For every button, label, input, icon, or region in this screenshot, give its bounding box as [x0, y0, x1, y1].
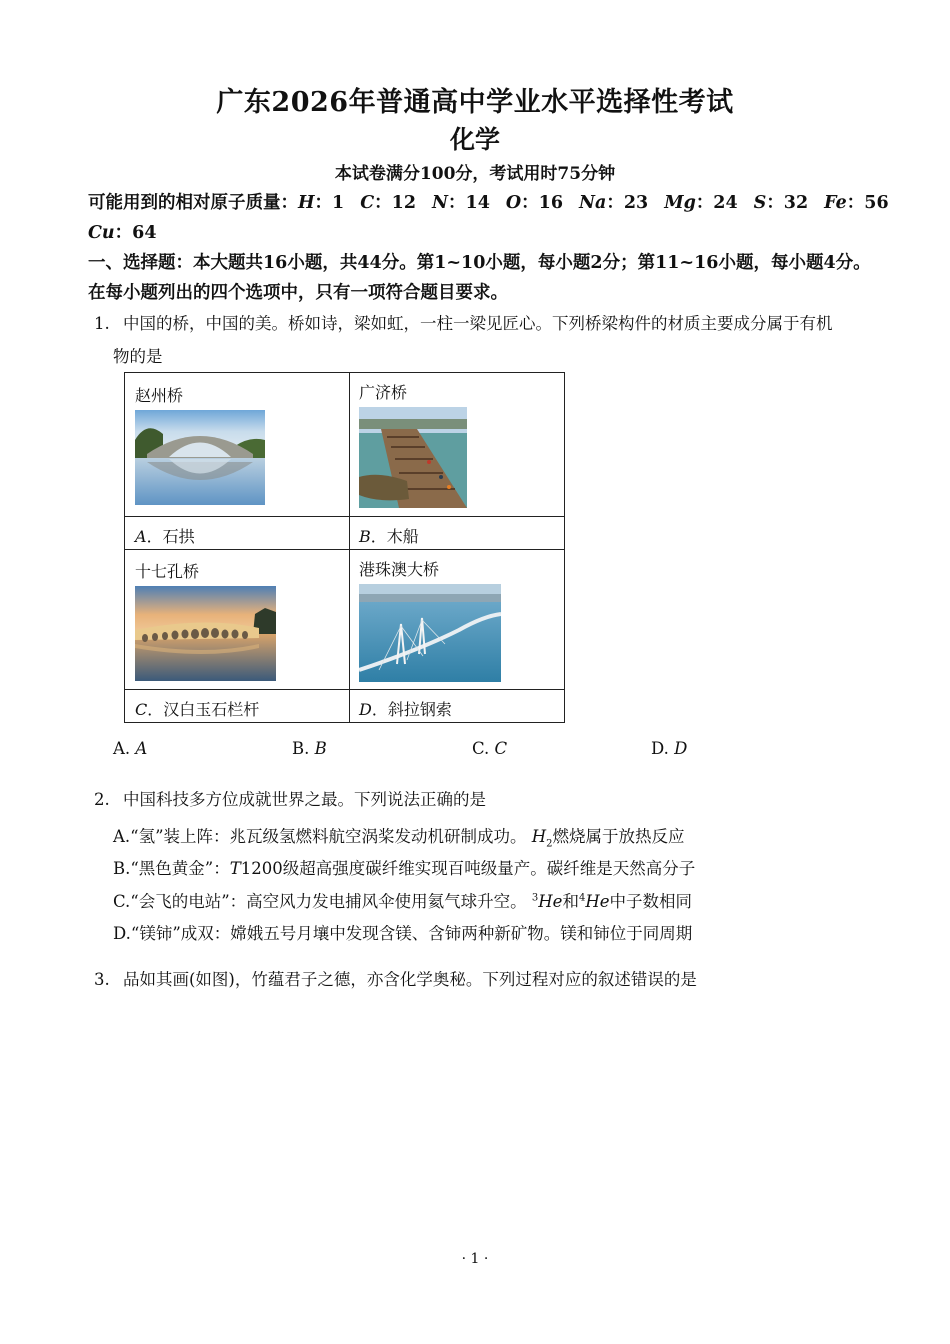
- atomic-mass-n: N：14: [432, 193, 490, 213]
- atomic-mass-line-2: [88, 219, 173, 244]
- bridge-table: [124, 372, 565, 723]
- atomic-mass-na: Na：23: [579, 193, 649, 213]
- table-divider: [125, 516, 564, 517]
- option-label-b: B．木船: [359, 527, 419, 546]
- q3-stem-text: 品如其画(如图)，竹蕴君子之德，亦含化学奥秘。下列过程对应的叙述错误的是: [123, 970, 697, 989]
- table-divider: [125, 549, 564, 550]
- atomic-mass-s: S：32: [753, 193, 809, 213]
- hzmb-bridge-photo: [359, 584, 501, 682]
- q1-stem-line1: [94, 310, 833, 334]
- bridge-name-seventeen-arch: 十七孔桥: [135, 562, 200, 581]
- section-heading-line2: 在每小题列出的四个选项中，只有一项符合题目要求。: [88, 283, 508, 303]
- q1-number: 1.: [94, 314, 110, 333]
- option-label-a: A．石拱: [135, 527, 195, 546]
- q1-stem-text: 中国的桥，中国的美。桥如诗，梁如虹，一柱一梁见匠心。下列桥梁构件的材质主要成分属于有机: [123, 314, 833, 333]
- q2-option-b[interactable]: B.“黑色黄金”：T1200级超高强度碳纤维实现百吨级量产。碳纤维是天然高分子: [113, 859, 696, 878]
- atomic-mass-c: C：12: [360, 193, 417, 213]
- q2-number: 2.: [94, 790, 110, 809]
- exam-title: 广东2026年普通高中学业水平选择性考试: [216, 87, 734, 118]
- exam-instructions: 本试卷满分100分，考试用时75分钟: [334, 164, 616, 184]
- q1-choice-c[interactable]: C. C: [472, 739, 508, 758]
- guangji-bridge-photo: [359, 407, 467, 508]
- page-number: · 1 ·: [461, 1251, 489, 1267]
- zhaozhou-bridge-photo: [135, 410, 265, 505]
- q3-stem: [94, 966, 697, 990]
- q2-option-d[interactable]: D.“镁铈”成双：嫦娥五号月壤中发现含镁、含铈两种新矿物。镁和铈位于同周期: [113, 924, 693, 943]
- atomic-mass-fe: Fe：56: [824, 193, 889, 213]
- table-divider-vertical: [349, 373, 350, 722]
- q2-stem: [94, 786, 486, 810]
- bridge-name-guangji: 广济桥: [359, 383, 408, 402]
- q3-number: 3.: [94, 970, 110, 989]
- q2-stem-text: 中国科技多方位成就世界之最。下列说法正确的是: [123, 790, 486, 809]
- atomic-mass-mg: Mg：24: [664, 193, 738, 213]
- table-divider: [125, 689, 564, 690]
- atomic-mass-cu: Cu：64: [88, 223, 157, 243]
- q1-choice-b[interactable]: B. B: [292, 739, 327, 758]
- atomic-mass-label: 可能用到的相对原子质量：: [88, 193, 298, 213]
- bridge-name-zhaozhou: 赵州桥: [135, 386, 184, 405]
- atomic-mass-o: O：16: [505, 193, 563, 213]
- q1-choice-a[interactable]: A. A: [113, 739, 148, 758]
- option-label-c: C．汉白玉石栏杆: [135, 700, 260, 719]
- atomic-mass-h: H：1: [298, 193, 345, 213]
- seventeen-arch-bridge-photo: [135, 586, 276, 681]
- q2-option-a[interactable]: A.“氢”装上阵：兆瓦级氢燃料航空涡桨发动机研制成功。 $H_2$燃烧属于放热反应: [113, 827, 685, 850]
- atomic-mass-list: [298, 193, 905, 213]
- subject-title: 化学: [449, 125, 500, 154]
- option-label-d: D．斜拉钢索: [359, 700, 452, 719]
- q1-stem-line2: 物的是: [113, 347, 163, 366]
- bridge-name-hzmb: 港珠澳大桥: [359, 560, 440, 579]
- atomic-mass-line: [88, 189, 905, 214]
- q2-option-c[interactable]: C.“会飞的电站”：高空风力发电捕风伞使用氦气球升空。 $^3$He和$^4$He中子数相同: [113, 892, 692, 911]
- section-heading-line1: 一、选择题：本大题共16小题，共44分。第1~10小题，每小题2分；第11~16小题，每小题4分。: [88, 253, 871, 273]
- q1-choice-d[interactable]: D. D: [651, 739, 688, 758]
